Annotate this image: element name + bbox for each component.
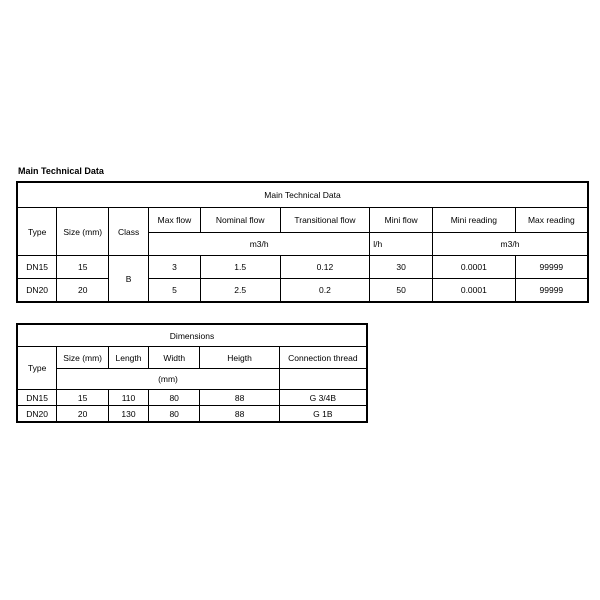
cell-nominal-flow: 1.5 [200,256,280,279]
cell-max-flow: 5 [149,279,201,303]
table-title: Dimensions [17,324,367,347]
cell-size: 15 [57,390,109,406]
cell-height: 88 [200,390,279,406]
unit-flow: m3/h [149,233,370,256]
table-title: Main Technical Data [17,182,588,208]
cell-mini-flow: 50 [370,279,433,303]
cell-connection-thread: G 1B [279,406,367,423]
cell-type: DN20 [17,406,57,423]
header-max-flow: Max flow [149,208,201,233]
header-height: Heigth [200,347,279,369]
header-size: Size (mm) [57,347,109,369]
cell-width: 80 [148,390,200,406]
cell-size: 20 [57,406,109,423]
cell-max-flow: 3 [149,256,201,279]
header-type: Type [17,347,57,390]
unit-mm: (mm) [57,369,279,390]
unit-blank [279,369,367,390]
cell-connection-thread: G 3/4B [279,390,367,406]
main-technical-data-table [16,181,589,303]
cell-class: B [109,256,149,303]
cell-type: DN15 [17,256,57,279]
unit-mini-flow: l/h [370,233,433,256]
cell-mini-reading: 0.0001 [433,279,516,303]
dimensions-table [16,323,368,423]
cell-transitional-flow: 0.2 [280,279,370,303]
cell-max-reading: 99999 [515,279,588,303]
cell-nominal-flow: 2.5 [200,279,280,303]
header-type: Type [17,208,57,256]
table-row [17,390,367,406]
cell-length: 110 [109,390,149,406]
cell-length: 130 [109,406,149,423]
header-size: Size (mm) [57,208,109,256]
header-transitional-flow: Transitional flow [280,208,370,233]
header-nominal-flow: Nominal flow [200,208,280,233]
cell-size: 15 [57,256,109,279]
cell-height: 88 [200,406,279,423]
section-heading: Main Technical Data [18,166,104,176]
table-row [17,406,367,423]
cell-mini-reading: 0.0001 [433,256,516,279]
cell-type: DN15 [17,390,57,406]
cell-width: 80 [148,406,200,423]
header-connection-thread: Connection thread [279,347,367,369]
unit-reading: m3/h [433,233,588,256]
cell-transitional-flow: 0.12 [280,256,370,279]
table-row [17,279,588,303]
header-width: Width [148,347,200,369]
header-mini-reading: Mini reading [433,208,516,233]
header-length: Length [109,347,149,369]
cell-max-reading: 99999 [515,256,588,279]
header-mini-flow: Mini flow [370,208,433,233]
header-class: Class [109,208,149,256]
cell-size: 20 [57,279,109,303]
cell-mini-flow: 30 [370,256,433,279]
header-max-reading: Max reading [515,208,588,233]
table-row [17,256,588,279]
cell-type: DN20 [17,279,57,303]
